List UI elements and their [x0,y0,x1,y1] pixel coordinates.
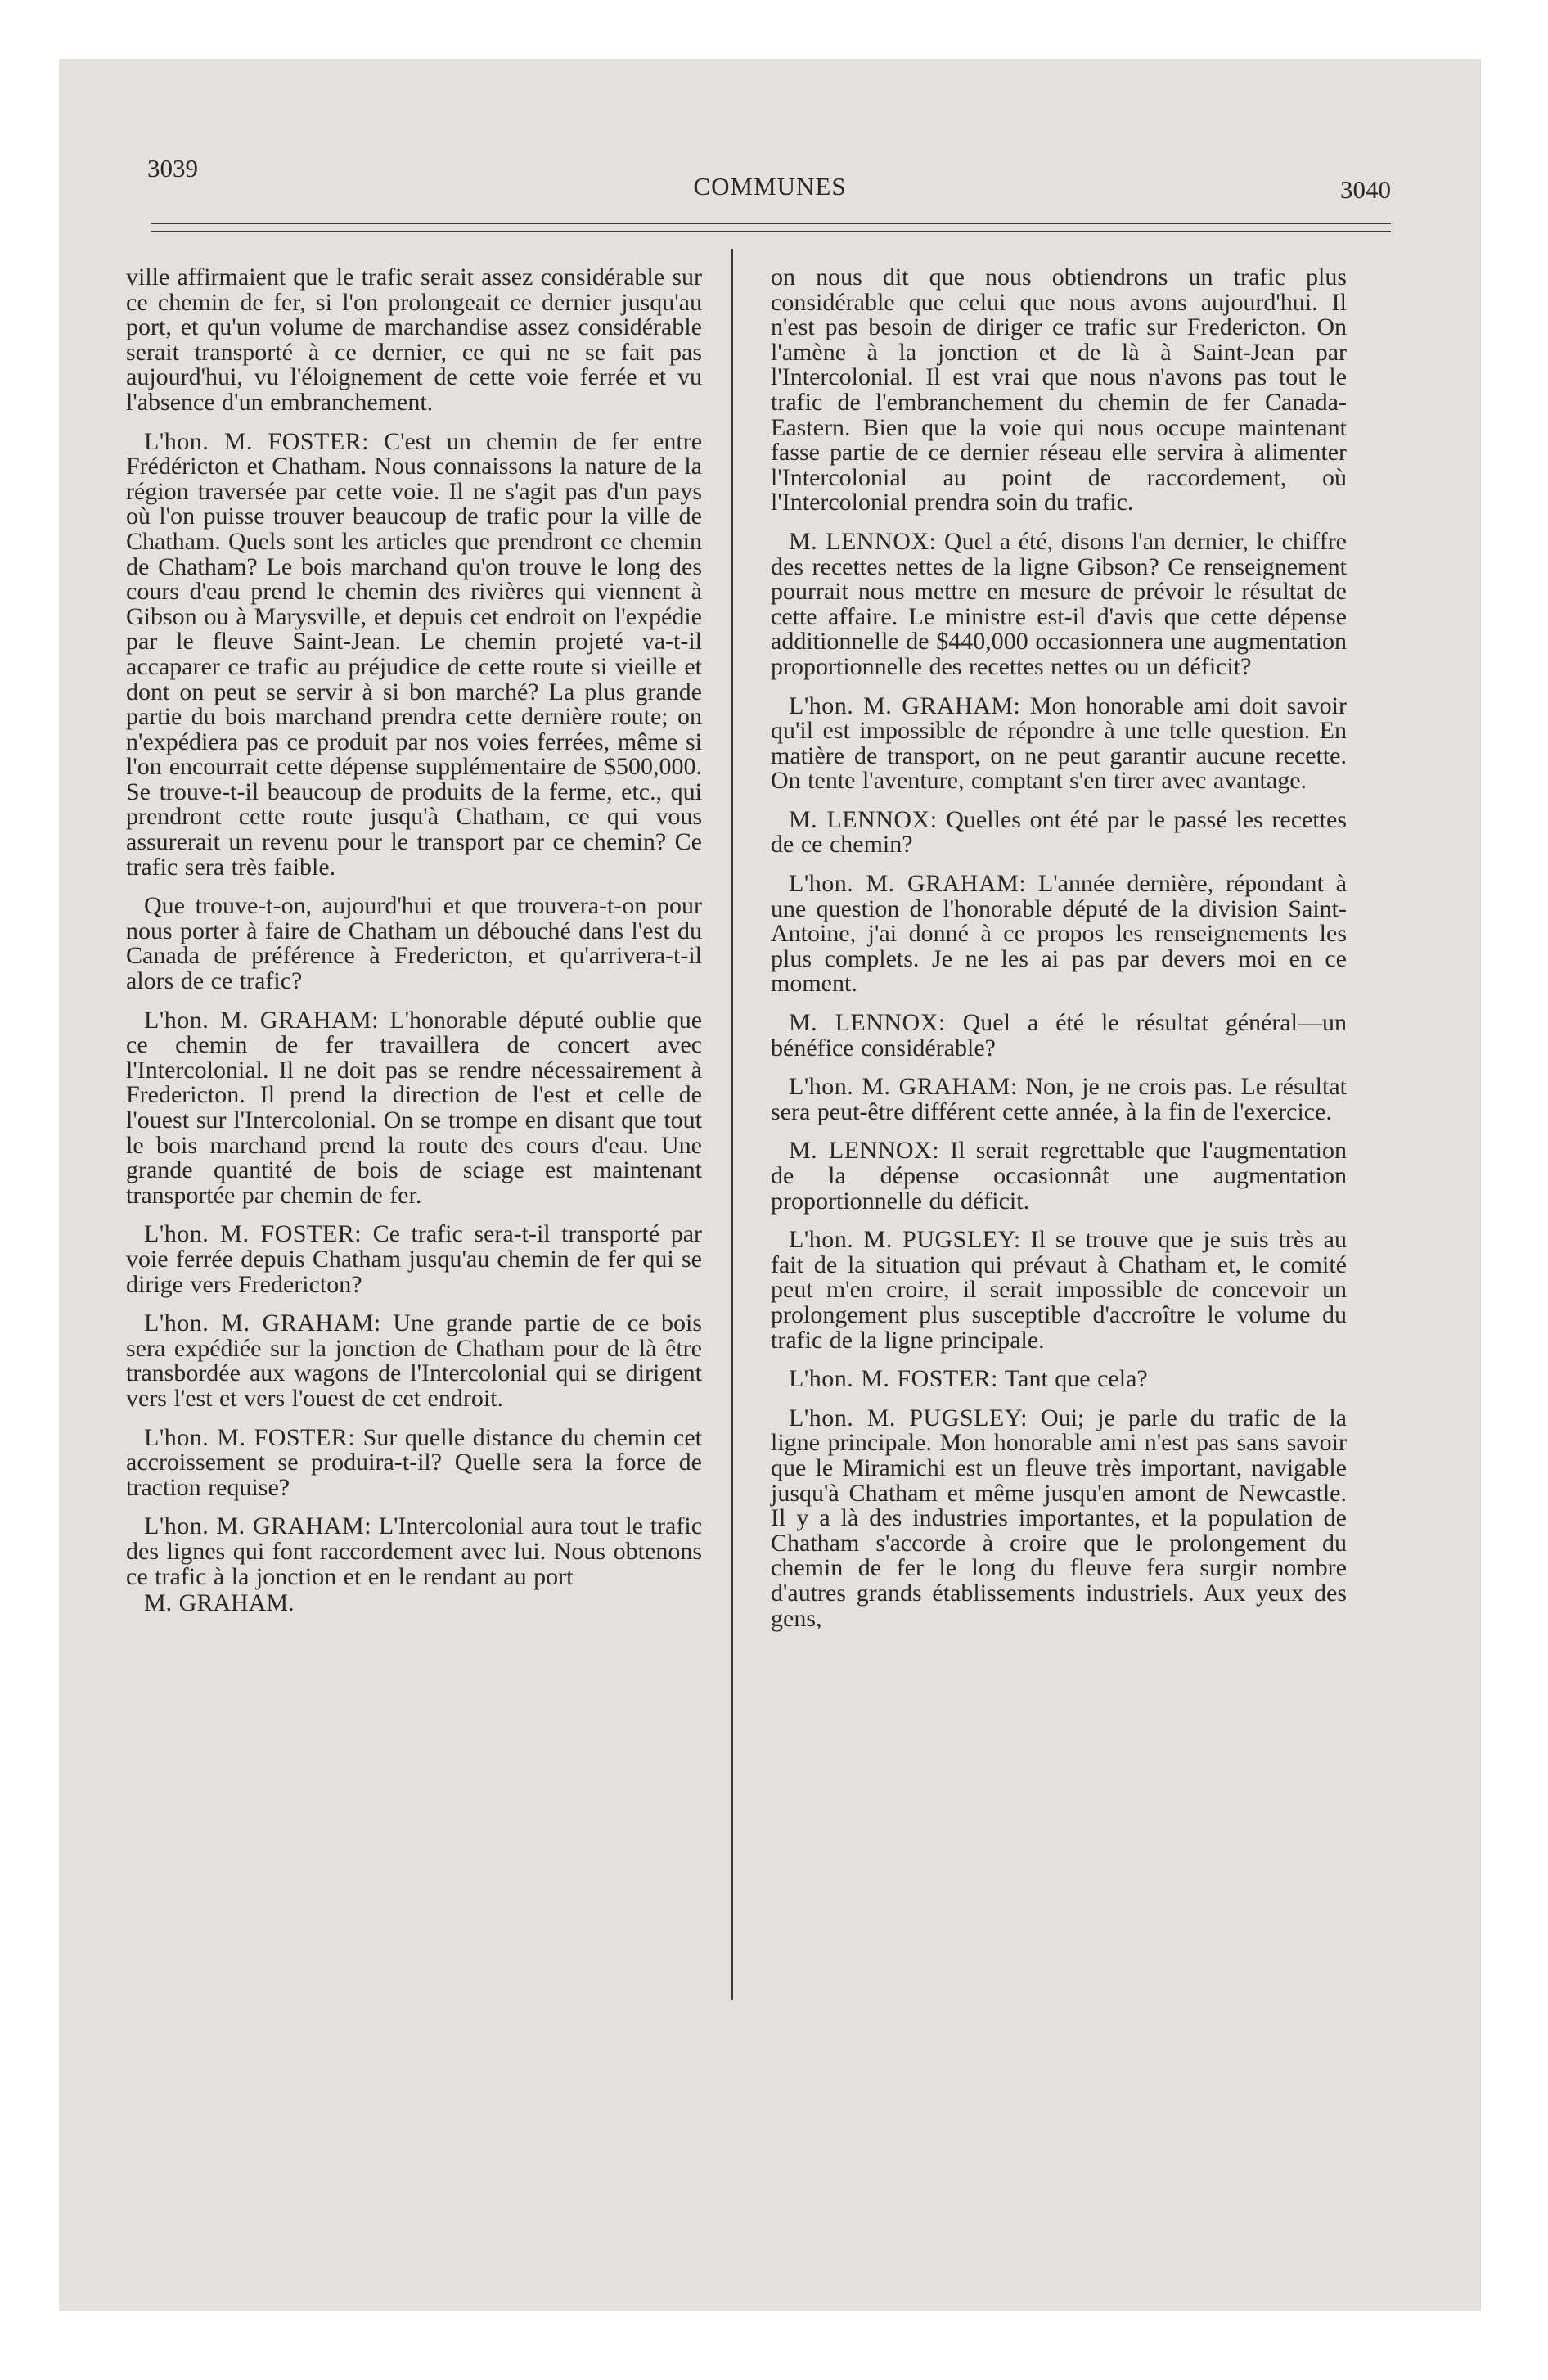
speaker-name: L'hon. M. FOSTER: [144,427,370,455]
paragraph-text: on nous dit que nous obtiendrons un trafic plus considérable que celui que nous avons aujourd'hui. Il n'est pas besoin de diriger ce trafic sur Fredericton. On l'amène à la jonction et de là à Saint-Jean par l'Intercolonial. Il est vrai que nous n'avons pas tout le trafic de l'embranchement du chemin de fer Canada-Eastern. Bien que la voie qui nous occupe maintenant fasse partie de ce dernier réseau elle servira à alimenter l'Intercolonial au point de raccordement, où l'Intercolonial prendra soin du trafic. [771,264,1347,516]
right-column [771,265,1347,1645]
paragraph-text: Que trouve-t-on, aujourd'hui et que trouvera-t-on pour nous porter à faire de Chatham un débouché dans l'est du Canada de préférence à Fredericton, et qu'arrivera-t-il alors de ce trafic? [126,892,702,995]
left-column [126,265,702,1616]
speaker-name: L'hon. M. PUGSLEY: [789,1404,1028,1431]
paragraph [771,265,1347,516]
page-number-right: 3040 [1340,175,1391,204]
paragraph [771,1075,1347,1125]
speaker-name: M. LENNOX: [789,527,937,555]
paragraph [126,427,703,881]
paragraph-text: Quel a été, disons l'an dernier, le chiffre des recettes nettes de la ligne Gibson? Ce renseignement pourrait nous mettre en mesure de prévoir le résultat de cette affaire. Le ministre est-il d'avis que cette dépense additionnelle de $440,000 occasionnera une augmentation proportionnelle des recettes nettes ou un déficit? [771,527,1347,680]
speaker-name: M. LENNOX: [789,805,938,833]
speaker-name: L'hon. M. GRAHAM: [144,1006,380,1034]
header-rule-bottom [151,231,1391,232]
paragraph [771,1011,1347,1061]
paragraph [771,872,1347,997]
speaker-name: L'hon. M. PUGSLEY: [789,1226,1021,1254]
paragraph [126,1222,702,1297]
paragraph-text: Ce trafic sera-t-il transporté par voie ferrée depuis Chatham jusqu'au chemin de fer qui se dirige vers Fredericton? [126,1220,703,1298]
paragraph-text: Mon honorable ami doit savoir qu'il est impossible de répondre à une telle question. En matière de transport, on ne peut garantir aucune recette. On tente l'aventure, comptant s'en tirer avec avantage. [771,692,1347,795]
paragraph-text: Oui; je parle du trafic de la ligne principale. Mon honorable ami n'est pas sans savoir que le Miramichi est un fleuve très important, navigable jusqu'à Chatham et même jusqu'en amont de Newcastle. Il y a là des industries importantes, et la population de Chatham s'accorde à croire que le prolongement du chemin de fer le long du fleuve fera surgir nombre d'autres grands établissements industriels. Aux yeux des gens, [771,1404,1347,1632]
paragraph [771,1138,1347,1214]
paragraph [126,1423,703,1501]
paragraph-text: L'année dernière, répondant à une question de l'honorable député de la division Saint-Antoine, j'ai donné à ce propos les renseignements les plus complets. Je ne les ai pas par devers moi en ce moment. [771,870,1347,998]
paragraph-text: ville affirmaient que le trafic serait assez considérable sur ce chemin de fer, si l'on prolongeait ce dernier jusqu'au port, et qu'un volume de marchandise assez considérable serait transporté à ce dernier, ce qui ne se fait pas aujourd'hui, vu l'éloignement de cette voie ferrée et vu l'absence d'un embranchement. [126,264,702,416]
paragraph [771,527,1347,680]
speaker-name: L'hon. M. FOSTER: [789,1365,998,1393]
catchword: M. GRAHAM. [144,1589,295,1617]
paragraph-text: Sur quelle distance du chemin cet accroissement se produira-t-il? Quelle sera la force de traction requise? [126,1423,703,1501]
paragraph-text: Tant que cela? [1004,1365,1148,1393]
paragraph-text: Il se trouve que je suis très au fait de la situation qui prévaut à Chatham et, le comité peut m'en croire, il serait impossible de concevoir un prolongement plus susceptible d'accroître le volume du trafic de la ligne principale. [771,1226,1347,1354]
paragraph-text: Quel a été le résultat général—un bénéfice considérable? [771,1009,1347,1062]
paragraph [126,1311,702,1411]
paragraph-text: Quelles ont été par le passé les recettes de ce chemin? [771,805,1347,859]
paragraph-text: Une grande partie de ce bois sera expédiée sur la jonction de Chatham pour de là être transbordée aux wagons de l'Intercolonial qui se dirigent vers l'est et vers l'ouest de cet endroit. [126,1309,703,1412]
paragraph [126,1008,702,1209]
paragraph-text: C'est un chemin de fer entre Frédéricton et Chatham. Nous connaissons la nature de la région traversée par cette voie. Il ne s'agit pas d'un pays où l'on puisse trouver beaucoup de trafic pour la ville de Chatham. Quels sont les articles que prendront ce chemin de Chatham? Le bois marchand qu'on trouve le long des cours d'eau prend le chemin des rivières qui viennent à Gibson ou à Marysville, et depuis cet endroit on l'expédie par le fleuve Saint-Jean. Le chemin projeté va-t-il accaparer ce trafic au préjudice de cette route si vieille et dont on peut se servir à si bon marché? La plus grande partie du bois marchand prendra cette dernière route; on n'expédiera pas ce produit par nos voies ferrées, même si l'on encourrait cette dépense supplémentaire de $500,000. Se trouve-t-il beaucoup de produits de la ferme, etc., qui prendront cette route jusqu'à Chatham, ce qui vous assurerait un revenu pour le transport par ce chemin? Ce trafic sera très faible. [126,427,703,881]
paragraph [126,1514,702,1589]
speaker-name: L'hon. M. GRAHAM: [144,1512,372,1540]
paragraph-text: L'honorable député oublie que ce chemin de fer travaillera de concert avec l'Intercolonial. Il ne doit pas se rendre nécessairement à Fredericton. Il prend la direction de l'est et celle de l'ouest sur l'Intercolonial. On se trompe en disant que tout le bois marchand prend la route des cours d'eau. Une grande quantité de bois de sciage est maintenant transportée par chemin de fer. [126,1006,703,1209]
paragraph [771,1367,1347,1392]
column-separator [731,249,733,2000]
header-rule-top [151,223,1391,224]
speaker-name: L'hon. M. GRAHAM: [144,1309,381,1337]
speaker-name: M. LENNOX: [789,1009,946,1037]
paragraph [126,894,702,994]
paragraph-text: Il serait regrettable que l'augmentation de la dépense occasionnât une augmentation proportionnelle du déficit. [771,1137,1347,1215]
speaker-name: L'hon. M. FOSTER: [144,1423,356,1451]
speaker-name: L'hon. M. GRAHAM: [789,692,1021,719]
page-number-left: 3039 [147,154,198,183]
paragraph [771,805,1347,859]
scanned-page [59,59,1481,2311]
running-title: COMMUNES [693,172,847,201]
paragraph [771,1228,1347,1353]
paragraph [771,694,1347,794]
paragraph [126,265,702,416]
speaker-name: L'hon. M. GRAHAM: [789,1073,1018,1101]
speaker-name: L'hon. M. FOSTER: [144,1220,362,1248]
speaker-name: L'hon. M. GRAHAM: [789,870,1027,898]
paragraph [771,1406,1347,1631]
paragraph-text: L'Intercolonial aura tout le trafic des lignes qui font raccordement avec lui. Nous obtenons ce trafic à la jonction et en le rendant au port [126,1512,703,1590]
paragraph-text: Non, je ne crois pas. Le résultat sera peut-être différent cette année, à la fin de l'exercice. [771,1073,1347,1125]
speaker-name: M. LENNOX: [789,1137,940,1165]
